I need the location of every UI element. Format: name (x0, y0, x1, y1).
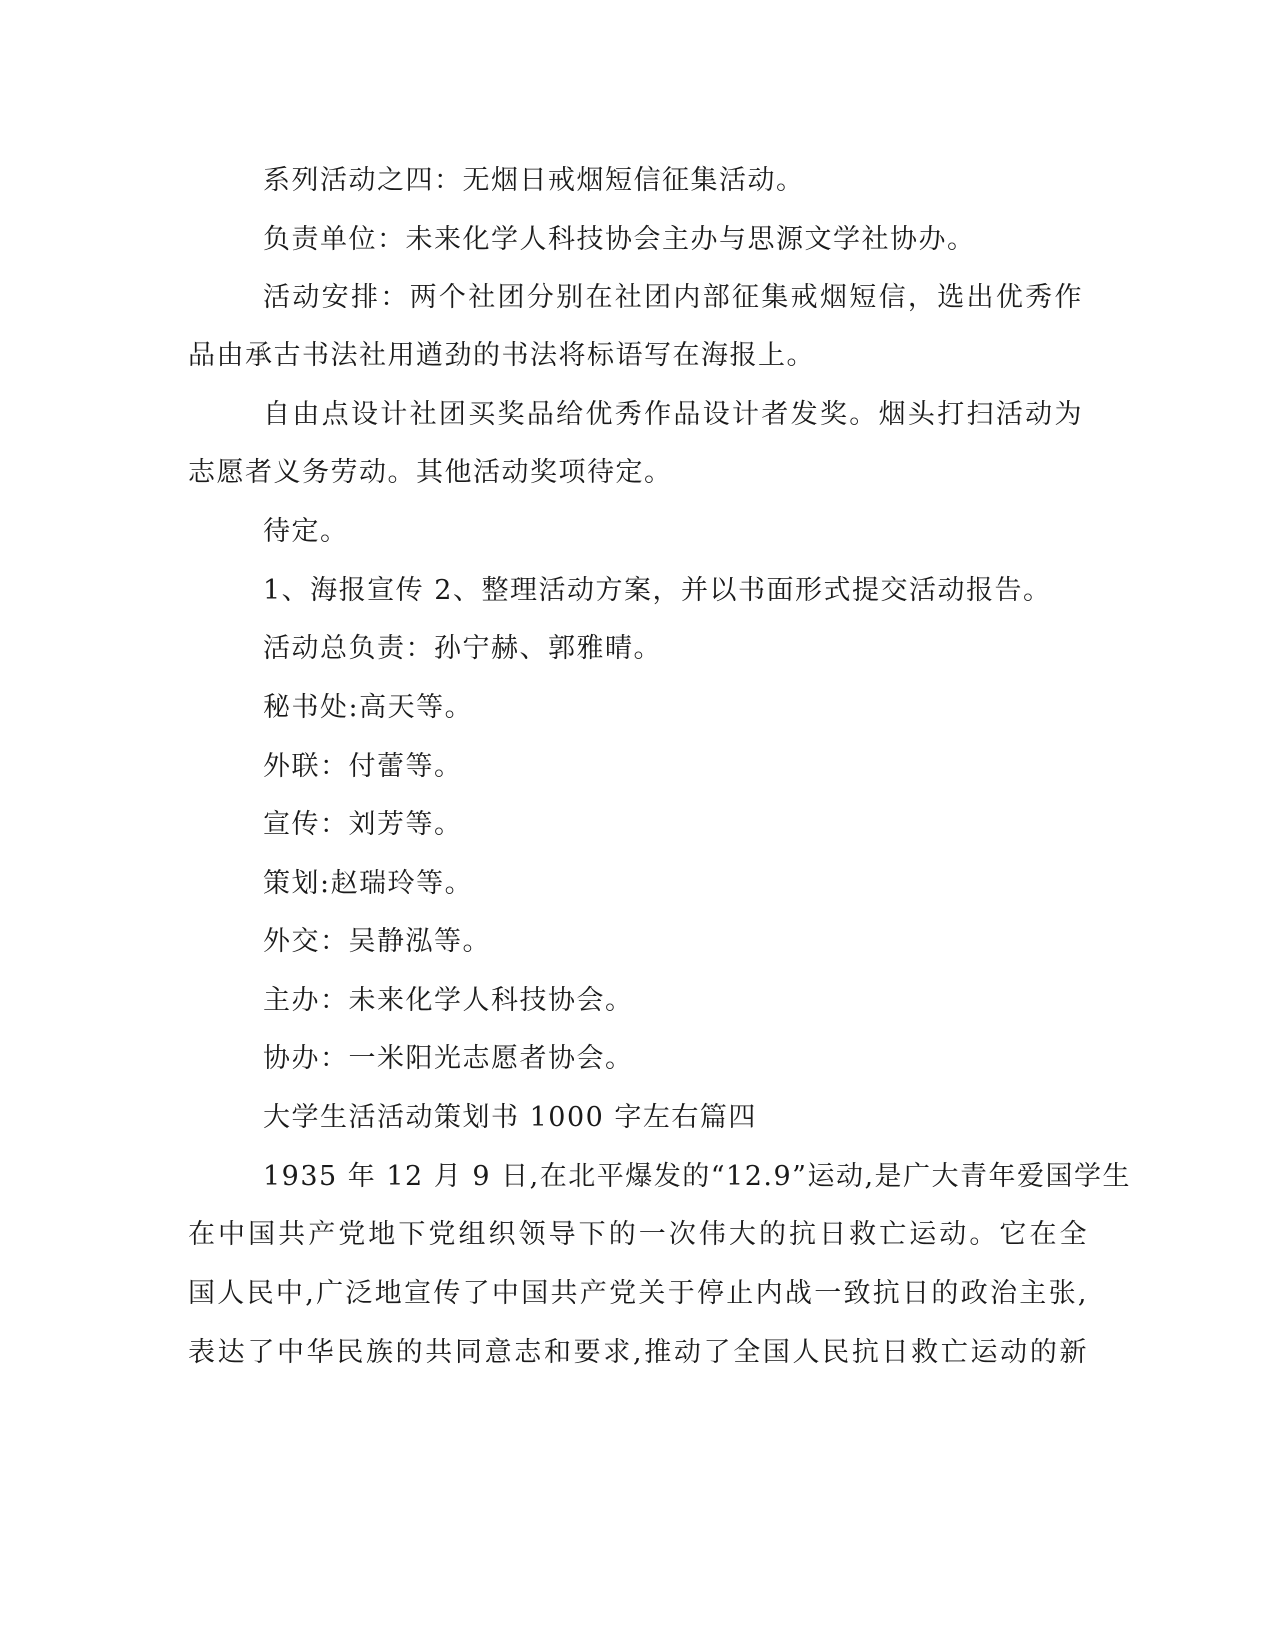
text-line: 宣传：刘芳等。 (263, 809, 463, 840)
text-line: 品由承古书法社用遒劲的书法将标语写在海报上。 (188, 340, 815, 371)
text-line: 系列活动之四：无烟日戒烟短信征集活动。 (263, 165, 805, 196)
text-line: 协办：一米阳光志愿者协会。 (263, 1043, 634, 1074)
text-line: 负责单位：未来化学人科技协会主办与思源文学社协办。 (263, 224, 976, 255)
text-line: 1、海报宣传 2、整理活动方案，并以书面形式提交活动报告。 (263, 575, 1052, 606)
section-heading: 大学生活活动策划书 1000 字左右篇四 (263, 1102, 757, 1133)
text-line: 自由点设计社团买奖品给优秀作品设计者发奖。烟头打扫活动为 (263, 399, 1083, 430)
text-line: 待定。 (263, 516, 349, 547)
text-line: 主办：未来化学人科技协会。 (263, 985, 634, 1016)
text-line: 活动安排：两个社团分别在社团内部征集戒烟短信，选出优秀作 (263, 282, 1083, 313)
text-line: 秘书处:高天等。 (263, 692, 474, 723)
text-line: 1935 年 12 月 9 日,在北平爆发的“12.9”运动,是广大青年爱国学生 (263, 1161, 1132, 1192)
text-line: 活动总负责：孙宁赫、郭雅晴。 (263, 633, 662, 664)
text-line: 表达了中华民族的共同意志和要求,推动了全国人民抗日救亡运动的新 (188, 1337, 1088, 1368)
text-line: 外交：吴静泓等。 (263, 926, 491, 957)
text-line: 国人民中,广泛地宣传了中国共产党关于停止内战一致抗日的政治主张, (188, 1278, 1088, 1309)
text-line: 志愿者义务劳动。其他活动奖项待定。 (188, 457, 673, 488)
text-line: 策划:赵瑞玲等。 (263, 868, 474, 899)
text-line: 在中国共产党地下党组织领导下的一次伟大的抗日救亡运动。它在全 (188, 1219, 1088, 1250)
text-line: 外联：付蕾等。 (263, 751, 463, 782)
